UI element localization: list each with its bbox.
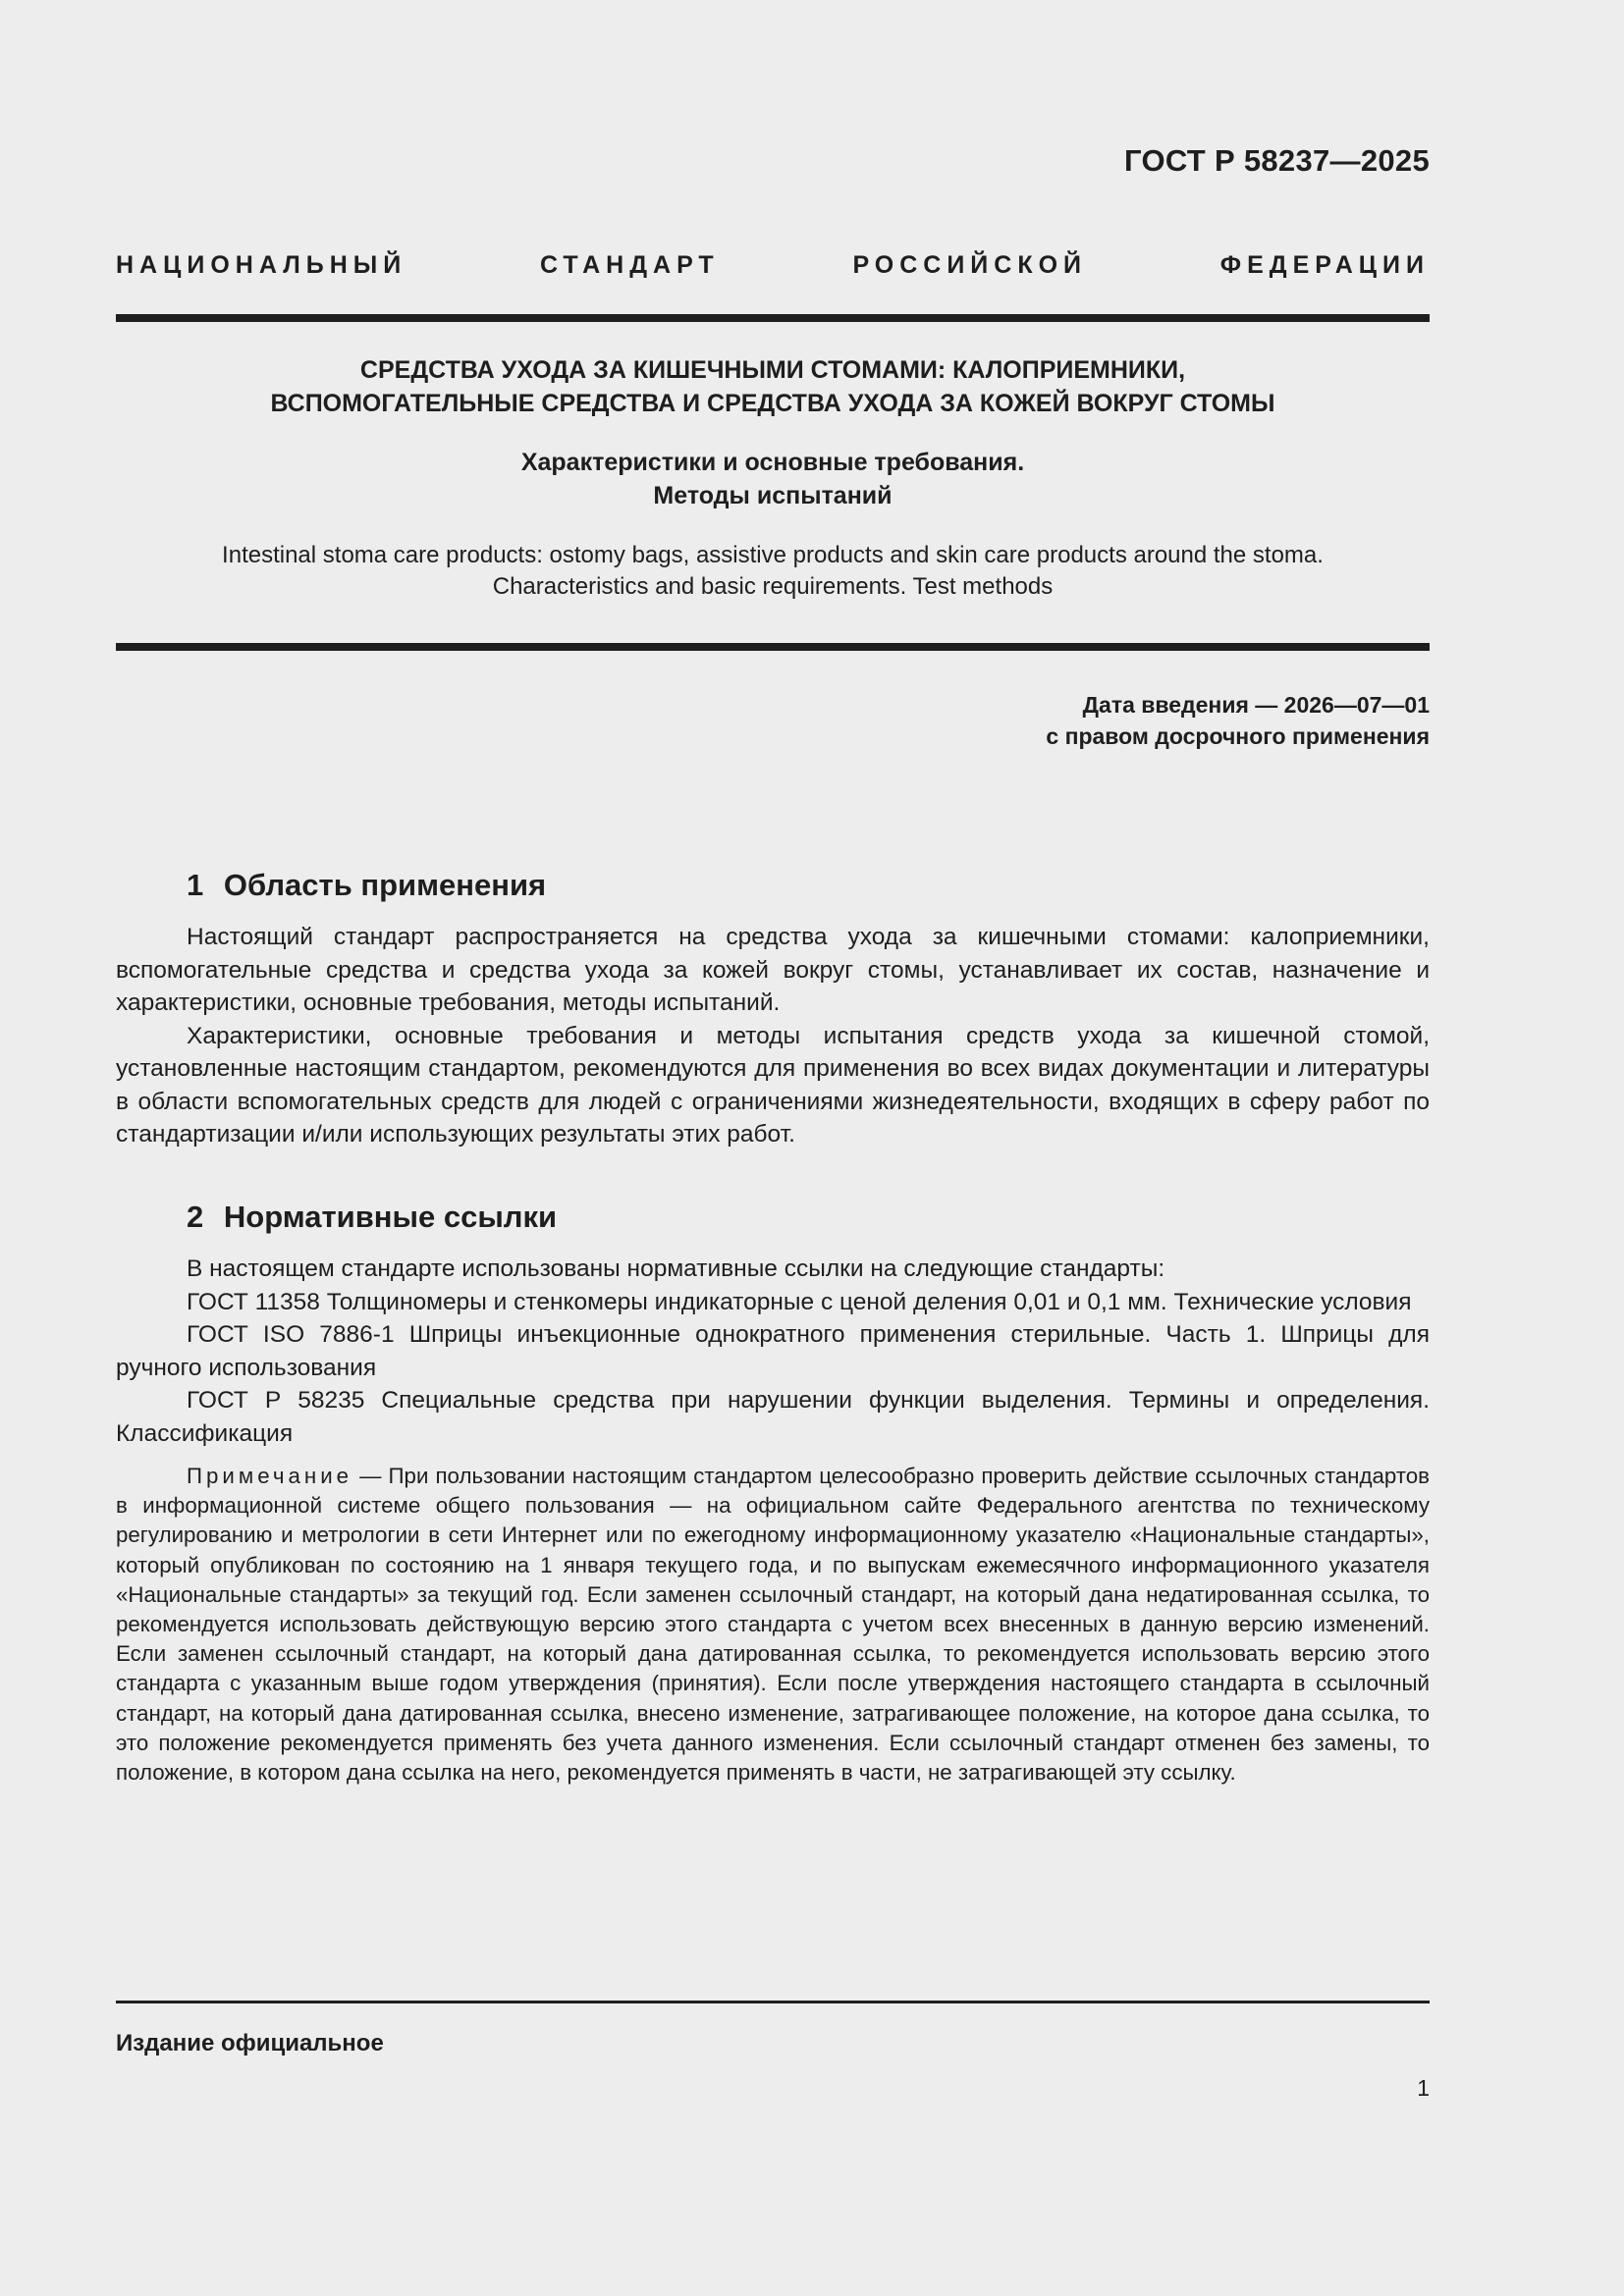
title-russian [116, 353, 1430, 420]
footer-divider [116, 2001, 1430, 2003]
document-number: ГОСТ Р 58237—2025 [1124, 143, 1430, 178]
reference-item: ГОСТ Р 58235 Специальные средства при нарушении функции выделения. Термины и определения. Классификация [116, 1387, 1430, 1447]
note-label: Примечание [187, 1464, 353, 1488]
introduction-date [1046, 689, 1430, 752]
section-heading [116, 1198, 1430, 1237]
subtitle-russian [116, 446, 1430, 512]
edition-label: Издание официальное [116, 2030, 384, 2056]
top-divider [116, 314, 1430, 322]
introduction-date-line: Дата введения — 2026—07—01 [1082, 692, 1430, 718]
section-normative-references [116, 1198, 1430, 1788]
title-block [116, 353, 1430, 603]
reference-item: ГОСТ 11358 Толщиномеры и стенкомеры индикаторные с ценой деления 0,01 и 0,1 мм. Технические условия [187, 1288, 1412, 1315]
paragraph: В настоящем стандарте использованы нормативные ссылки на следующие стандарты: [187, 1255, 1165, 1282]
standard-banner: НАЦИОНАЛЬНЫЙ СТАНДАРТ РОССИЙСКОЙ ФЕДЕРАЦИИ [116, 251, 1430, 279]
section-title: Область применения [223, 868, 547, 902]
section-title: Нормативные ссылки [223, 1200, 558, 1234]
title-english-line-1: Intestinal stoma care products: ostomy bags, assistive products and skin care products around the stoma. [222, 542, 1324, 568]
section-scope [116, 866, 1430, 1151]
page-number: 1 [1417, 2075, 1430, 2101]
title-line-1: СРЕДСТВА УХОДА ЗА КИШЕЧНЫМИ СТОМАМИ: КАЛОПРИЕМНИКИ, [359, 356, 1186, 384]
subtitle-line-2: Методы испытаний [653, 482, 893, 509]
note [116, 1462, 1430, 1788]
reference-item: ГОСТ ISO 7886-1 Шприцы инъекционные однократного применения стерильные. Часть 1. Шприцы для ручного использования [116, 1321, 1430, 1381]
section-heading [116, 866, 1430, 905]
paragraph: Характеристики, основные требования и методы испытания средств ухода за кишечной стомой, установленные настоящим стандартом, рекомендуются для применения во всех видах документации и литературы в области вспомогательных средств для людей с ограничениями жизнедеятельности, входящих в сферу работ по стандартизации и/или использующих результаты этих работ. [116, 1022, 1430, 1148]
subtitle-line-1: Характеристики и основные требования. [520, 449, 1025, 476]
early-use-line: с правом досрочного применения [1046, 723, 1430, 749]
title-english-line-2: Characteristics and basic requirements. Test methods [492, 573, 1054, 600]
title-english [116, 540, 1430, 603]
section-number: 2 [187, 1200, 204, 1234]
middle-divider [116, 643, 1430, 651]
note-text: — При пользовании настоящим стандартом целесообразно проверить действие ссылочных стандартов в информационной системе общего пользования — на официальном сайте Федерального агентства по техническому регулированию и метрологии в сети Интернет или по ежегодному информационному указателю «Национальные стандарты», который опубликован по состоянию на 1 января текущего года, и по выпускам ежемесячного информационного указателя «Национальные стандарты» за текущий год. Если заменен ссылочный стандарт, на который дана недатированная ссылка, то рекомендуется использовать действующую версию этого стандарта с учетом всех внесенных в данную версию изменений. Если заменен ссылочный стандарт, на который дана датированная ссылка, то рекомендуется использовать версию этого стандарта с указанным выше годом утверждения (принятия). Если после утверждения настоящего стандарта в ссылочный стандарт, на который дана датированная ссылка, внесено изменение, затрагивающее положение, на которое дана ссылка, то это положение рекомендуется применять без учета данного изменения. Если ссылочный стандарт отменен без замены, то положение, в котором дана ссылка на него, рекомендуется применять в части, не затрагивающей эту ссылку. [116, 1464, 1430, 1786]
title-line-2: ВСПОМОГАТЕЛЬНЫЕ СРЕДСТВА И СРЕДСТВА УХОДА ЗА КОЖЕЙ ВОКРУГ СТОМЫ [270, 390, 1275, 417]
section-number: 1 [187, 868, 204, 902]
paragraph: Настоящий стандарт распространяется на средства ухода за кишечными стомами: калоприемники, вспомогательные средства и средства ухода за кожей вокруг стомы, устанавливает их состав, назначение и характеристики, основные требования, методы испытаний. [116, 924, 1430, 1016]
document-page [116, 0, 1430, 2296]
